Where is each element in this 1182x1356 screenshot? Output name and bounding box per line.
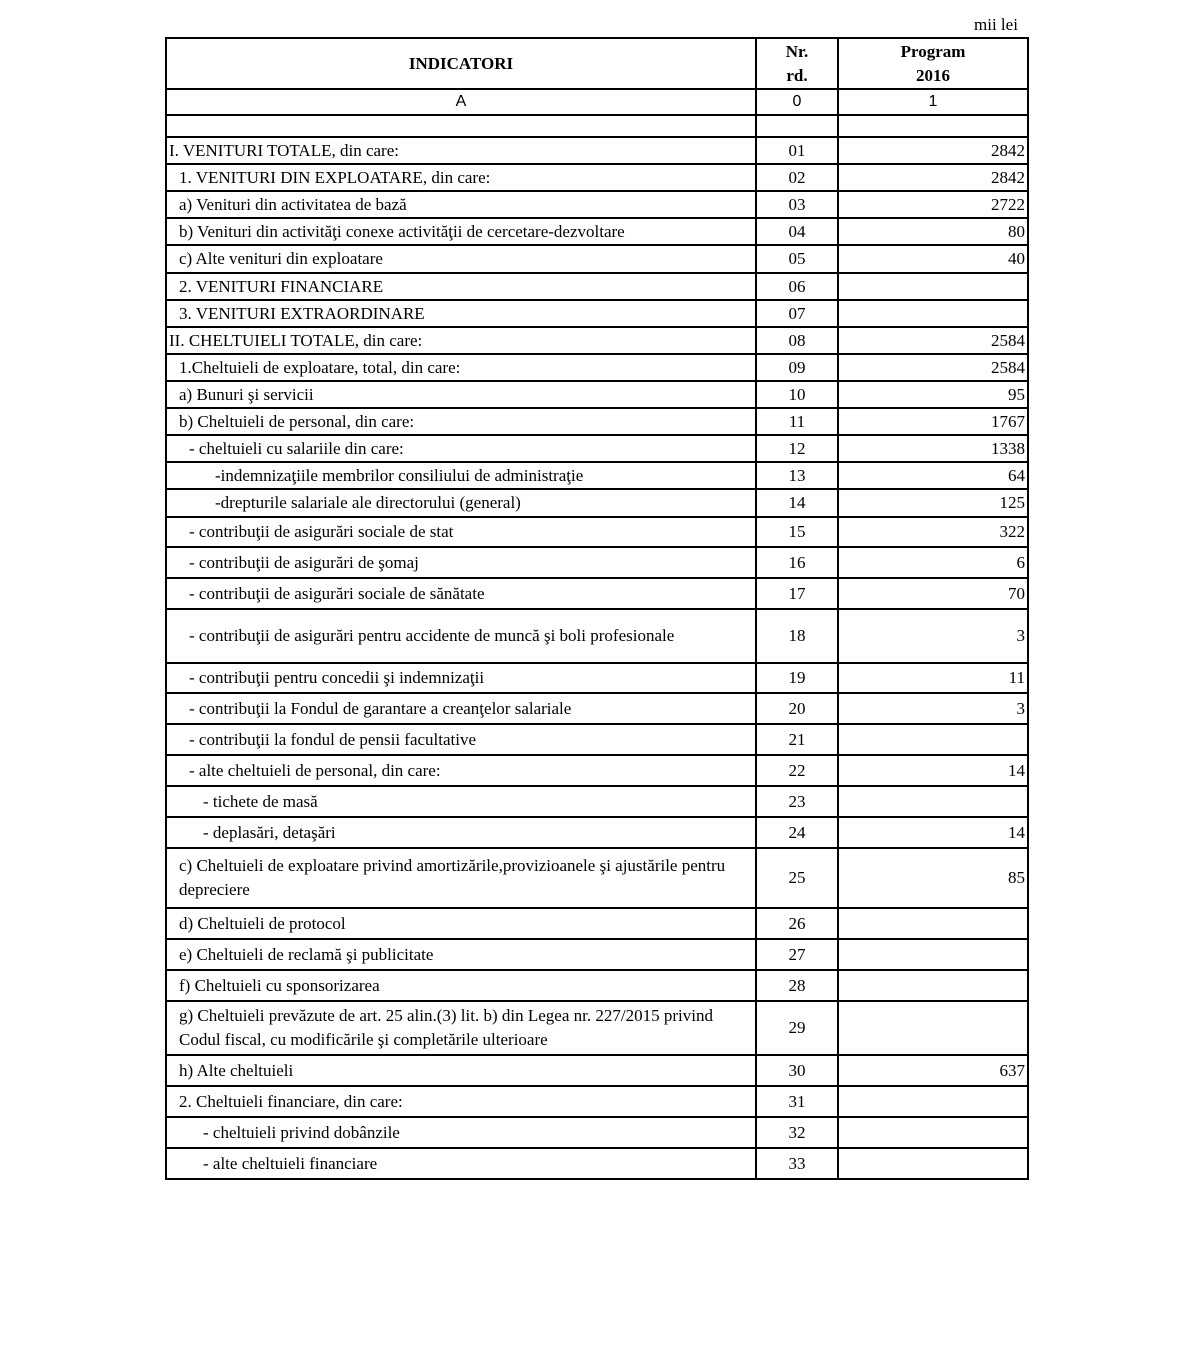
- row-value: [838, 273, 1028, 300]
- table-row: [166, 115, 1028, 137]
- row-number: 28: [756, 970, 838, 1001]
- table-row: [166, 609, 1028, 663]
- row-number: 04: [756, 218, 838, 245]
- column-index-0: 0: [756, 89, 838, 115]
- row-number: 09: [756, 354, 838, 381]
- row-value: [838, 1117, 1028, 1148]
- header-program-line1: Program: [900, 41, 966, 61]
- table-row: [166, 517, 1028, 547]
- budget-table: [165, 37, 1029, 1180]
- row-label: a) Venituri din activitatea de bază: [166, 191, 756, 218]
- row-label: e) Cheltuieli de reclamă şi publicitate: [166, 939, 756, 970]
- row-label: I. VENITURI TOTALE, din care:: [166, 137, 756, 164]
- row-value: 2842: [838, 164, 1028, 191]
- row-label: - contribuţii de asigurări pentru accidente de muncă şi boli profesionale: [166, 609, 756, 663]
- table-row: [166, 1001, 1028, 1055]
- table-row: [166, 218, 1028, 245]
- row-label: 2. VENITURI FINANCIARE: [166, 273, 756, 300]
- row-number: 22: [756, 755, 838, 786]
- row-label: c) Cheltuieli de exploatare privind amortizările,provizioanele şi ajustările pentru depreciere: [166, 848, 756, 908]
- row-label: - tichete de masă: [166, 786, 756, 817]
- row-label: - alte cheltuieli de personal, din care:: [166, 755, 756, 786]
- header-nr-line1: Nr.: [785, 41, 809, 61]
- row-value: [838, 908, 1028, 939]
- table-row: [166, 354, 1028, 381]
- row-value: 2584: [838, 327, 1028, 354]
- table-row: [166, 817, 1028, 848]
- row-number: 32: [756, 1117, 838, 1148]
- row-number: [756, 115, 838, 137]
- row-label: b) Venituri din activităţi conexe activităţii de cercetare-dezvoltare: [166, 218, 756, 245]
- table-row: [166, 970, 1028, 1001]
- row-value: 1338: [838, 435, 1028, 462]
- row-label: 1. VENITURI DIN EXPLOATARE, din care:: [166, 164, 756, 191]
- row-number: 15: [756, 517, 838, 547]
- column-index-a: A: [166, 89, 756, 115]
- row-number: 27: [756, 939, 838, 970]
- table-row: [166, 724, 1028, 755]
- row-label: - contribuţii la fondul de pensii facultative: [166, 724, 756, 755]
- table-row: [166, 245, 1028, 273]
- row-number: 16: [756, 547, 838, 578]
- row-value: [838, 1001, 1028, 1055]
- row-value: 322: [838, 517, 1028, 547]
- row-value: 40: [838, 245, 1028, 273]
- table-row: [166, 489, 1028, 517]
- row-value: 85: [838, 848, 1028, 908]
- header-indicatori: INDICATORI: [166, 38, 756, 89]
- row-label: - contribuţii de asigurări de şomaj: [166, 547, 756, 578]
- row-number: 20: [756, 693, 838, 724]
- row-number: 33: [756, 1148, 838, 1179]
- column-index-row: [166, 89, 1028, 115]
- row-label: - cheltuieli privind dobânzile: [166, 1117, 756, 1148]
- row-value: 3: [838, 693, 1028, 724]
- row-label: a) Bunuri şi servicii: [166, 381, 756, 408]
- row-value: 64: [838, 462, 1028, 489]
- table-row: [166, 408, 1028, 435]
- row-number: 06: [756, 273, 838, 300]
- table-row: [166, 300, 1028, 327]
- row-number: 14: [756, 489, 838, 517]
- header-program: [838, 38, 1028, 89]
- row-number: 25: [756, 848, 838, 908]
- row-label: - cheltuieli cu salariile din care:: [166, 435, 756, 462]
- row-value: 125: [838, 489, 1028, 517]
- table-row: [166, 435, 1028, 462]
- row-value: [838, 115, 1028, 137]
- row-number: 05: [756, 245, 838, 273]
- row-value: 14: [838, 817, 1028, 848]
- table-row: [166, 908, 1028, 939]
- row-value: 95: [838, 381, 1028, 408]
- table-row: [166, 1086, 1028, 1117]
- row-number: 31: [756, 1086, 838, 1117]
- row-label: II. CHELTUIELI TOTALE, din care:: [166, 327, 756, 354]
- header-nr-rd: [756, 38, 838, 89]
- row-number: 11: [756, 408, 838, 435]
- row-number: 02: [756, 164, 838, 191]
- table-row: [166, 191, 1028, 218]
- row-number: 01: [756, 137, 838, 164]
- row-label: -drepturile salariale ale directorului (general): [166, 489, 756, 517]
- row-value: 2722: [838, 191, 1028, 218]
- row-label: [166, 115, 756, 137]
- row-value: [838, 1148, 1028, 1179]
- row-value: 14: [838, 755, 1028, 786]
- table-row: [166, 1117, 1028, 1148]
- row-label: 1.Cheltuieli de exploatare, total, din care:: [166, 354, 756, 381]
- row-label: 3. VENITURI EXTRAORDINARE: [166, 300, 756, 327]
- table-row: [166, 693, 1028, 724]
- row-number: 19: [756, 663, 838, 693]
- row-label: h) Alte cheltuieli: [166, 1055, 756, 1086]
- row-label: b) Cheltuieli de personal, din care:: [166, 408, 756, 435]
- table-row: [166, 1148, 1028, 1179]
- row-value: [838, 939, 1028, 970]
- row-value: [838, 724, 1028, 755]
- row-value: 80: [838, 218, 1028, 245]
- row-number: 07: [756, 300, 838, 327]
- row-value: 70: [838, 578, 1028, 609]
- table-row: [166, 137, 1028, 164]
- row-number: 12: [756, 435, 838, 462]
- row-value: 3: [838, 609, 1028, 663]
- row-label: - deplasări, detaşări: [166, 817, 756, 848]
- row-number: 08: [756, 327, 838, 354]
- row-number: 29: [756, 1001, 838, 1055]
- row-number: 17: [756, 578, 838, 609]
- row-number: 26: [756, 908, 838, 939]
- table-row: [166, 1055, 1028, 1086]
- header-nr-line2: rd.: [786, 65, 808, 85]
- table-row: [166, 327, 1028, 354]
- row-value: 11: [838, 663, 1028, 693]
- row-number: 30: [756, 1055, 838, 1086]
- table-row: [166, 462, 1028, 489]
- table-row: [166, 578, 1028, 609]
- row-number: 03: [756, 191, 838, 218]
- row-label: d) Cheltuieli de protocol: [166, 908, 756, 939]
- table-row: [166, 663, 1028, 693]
- row-label: - alte cheltuieli financiare: [166, 1148, 756, 1179]
- table-row: [166, 848, 1028, 908]
- row-value: [838, 786, 1028, 817]
- header-row: [166, 38, 1028, 89]
- row-label: - contribuţii de asigurări sociale de stat: [166, 517, 756, 547]
- row-value: [838, 300, 1028, 327]
- table-row: [166, 164, 1028, 191]
- row-label: 2. Cheltuieli financiare, din care:: [166, 1086, 756, 1117]
- row-number: 23: [756, 786, 838, 817]
- row-label: g) Cheltuieli prevăzute de art. 25 alin.(3) lit. b) din Legea nr. 227/2015 privind Codul fiscal, cu modificările şi completările ulterioare: [166, 1001, 756, 1055]
- row-value: [838, 1086, 1028, 1117]
- row-value: 6: [838, 547, 1028, 578]
- row-number: 18: [756, 609, 838, 663]
- row-label: c) Alte venituri din exploatare: [166, 245, 756, 273]
- row-number: 21: [756, 724, 838, 755]
- row-number: 10: [756, 381, 838, 408]
- row-label: -indemnizaţiile membrilor consiliului de administraţie: [166, 462, 756, 489]
- row-label: - contribuţii la Fondul de garantare a creanţelor salariale: [166, 693, 756, 724]
- table-row: [166, 547, 1028, 578]
- row-value: 637: [838, 1055, 1028, 1086]
- row-value: [838, 970, 1028, 1001]
- row-value: 2584: [838, 354, 1028, 381]
- table-row: [166, 939, 1028, 970]
- row-number: 13: [756, 462, 838, 489]
- row-number: 24: [756, 817, 838, 848]
- row-label: f) Cheltuieli cu sponsorizarea: [166, 970, 756, 1001]
- column-index-1: 1: [838, 89, 1028, 115]
- table-row: [166, 786, 1028, 817]
- row-value: 2842: [838, 137, 1028, 164]
- row-value: 1767: [838, 408, 1028, 435]
- unit-label: mii lei: [974, 15, 1018, 34]
- row-label: - contribuţii pentru concedii şi indemnizaţii: [166, 663, 756, 693]
- table-row: [166, 755, 1028, 786]
- table-row: [166, 273, 1028, 300]
- table-row: [166, 381, 1028, 408]
- row-label: - contribuţii de asigurări sociale de sănătate: [166, 578, 756, 609]
- header-program-line2: 2016: [916, 65, 950, 85]
